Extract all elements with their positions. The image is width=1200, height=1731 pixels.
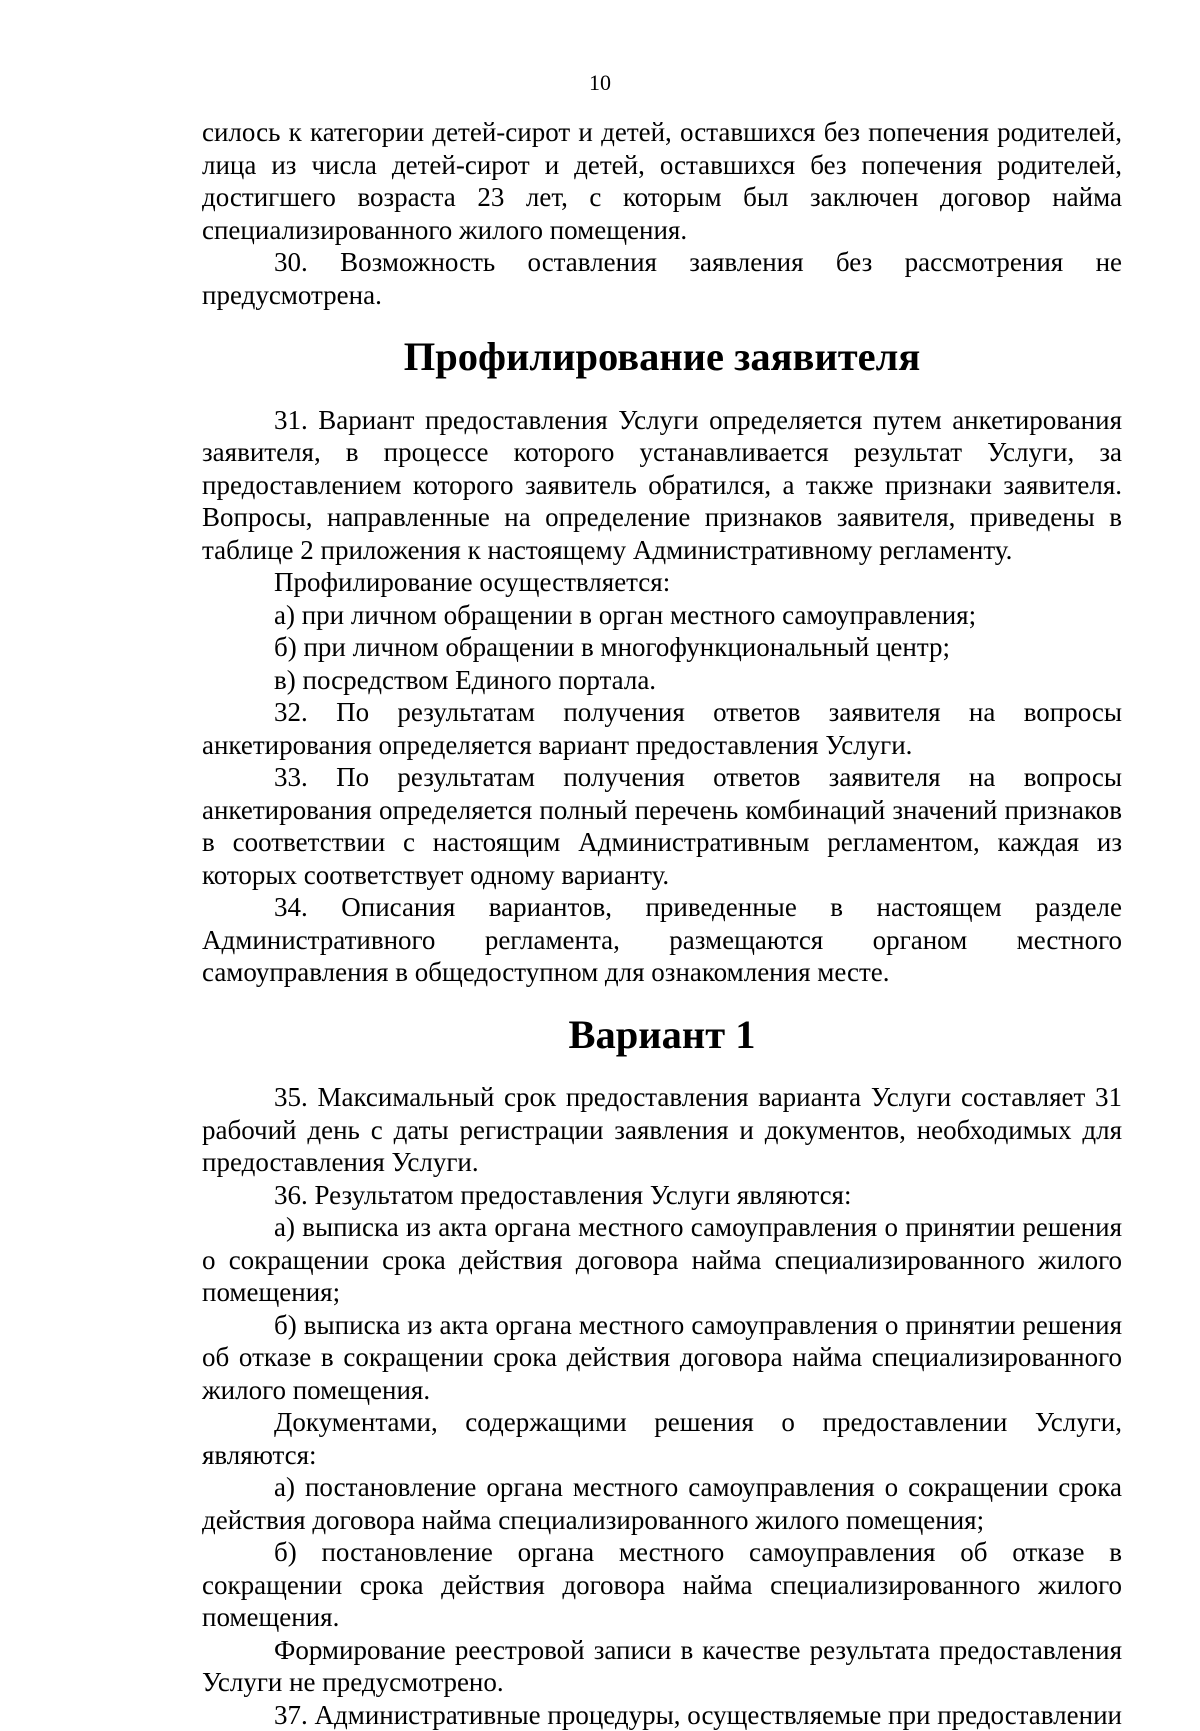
list-item-v: в) посредством Единого портала. (202, 664, 1122, 697)
paragraph-31: 31. Вариант предоставления Услуги определяется путем анкетирования заявителя, в процессе которого устанавливается результат Услуги, за предоставлением которого заявитель обратился, а также признаки заявителя. Вопросы, направленные на определение признаков заявителя, приведены в таблице 2 приложения к настоящему Административному регламенту. (202, 404, 1122, 567)
document-item-a: а) постановление органа местного самоуправления о сокращении срока действия договора найма специализированного жилого помещения; (202, 1471, 1122, 1536)
paragraph-registry: Формирование реестровой записи в качестве результата предоставления Услуги не предусмотрено. (202, 1634, 1122, 1699)
paragraph-profiling-intro: Профилирование осуществляется: (202, 566, 1122, 599)
section-heading-variant-1: Вариант 1 (202, 1019, 1122, 1052)
paragraph-36: 36. Результатом предоставления Услуги являются: (202, 1179, 1122, 1212)
result-item-a: а) выписка из акта органа местного самоуправления о принятии решения о сокращении срока действия договора найма специализированного жилого помещения; (202, 1211, 1122, 1309)
paragraph-34: 34. Описания вариантов, приведенные в настоящем разделе Административного регламента, размещаются органом местного самоуправления в общедоступном для ознакомления месте. (202, 891, 1122, 989)
paragraph-documents: Документами, содержащими решения о предоставлении Услуги, являются: (202, 1406, 1122, 1471)
paragraph-37: 37. Административные процедуры, осуществляемые при предоставлении (202, 1699, 1122, 1731)
result-item-b: б) выписка из акта органа местного самоуправления о принятии решения об отказе в сокращении срока действия договора найма специализированного жилого помещения. (202, 1309, 1122, 1407)
paragraph-continuation: силось к категории детей-сирот и детей, оставшихся без попечения родителей, лица из числа детей-сирот и детей, оставшихся без попечения родителей, достигшего возраста 23 лет, с которым был заключен договор найма специализированного жилого помещения. (202, 116, 1122, 246)
document-item-b: б) постановление органа местного самоуправления об отказе в сокращении срока действия договора найма специализированного жилого помещения. (202, 1536, 1122, 1634)
paragraph-30: 30. Возможность оставления заявления без рассмотрения не предусмотрена. (202, 246, 1122, 311)
section-heading-profiling: Профилирование заявителя (202, 341, 1122, 374)
paragraph-33: 33. По результатам получения ответов заявителя на вопросы анкетирования определяется полный перечень комбинаций значений признаков в соответствии с настоящим Административным регламентом, каждая из которых соответствует одному варианту. (202, 761, 1122, 891)
page-number: 10 (0, 70, 1200, 96)
paragraph-32: 32. По результатам получения ответов заявителя на вопросы анкетирования определяется вариант предоставления Услуги. (202, 696, 1122, 761)
list-item-b: б) при личном обращении в многофункциональный центр; (202, 631, 1122, 664)
paragraph-35: 35. Максимальный срок предоставления варианта Услуги составляет 31 рабочий день с даты регистрации заявления и документов, необходимых для предоставления Услуги. (202, 1081, 1122, 1179)
list-item-a: а) при личном обращении в орган местного самоуправления; (202, 599, 1122, 632)
document-body (202, 116, 1122, 1731)
